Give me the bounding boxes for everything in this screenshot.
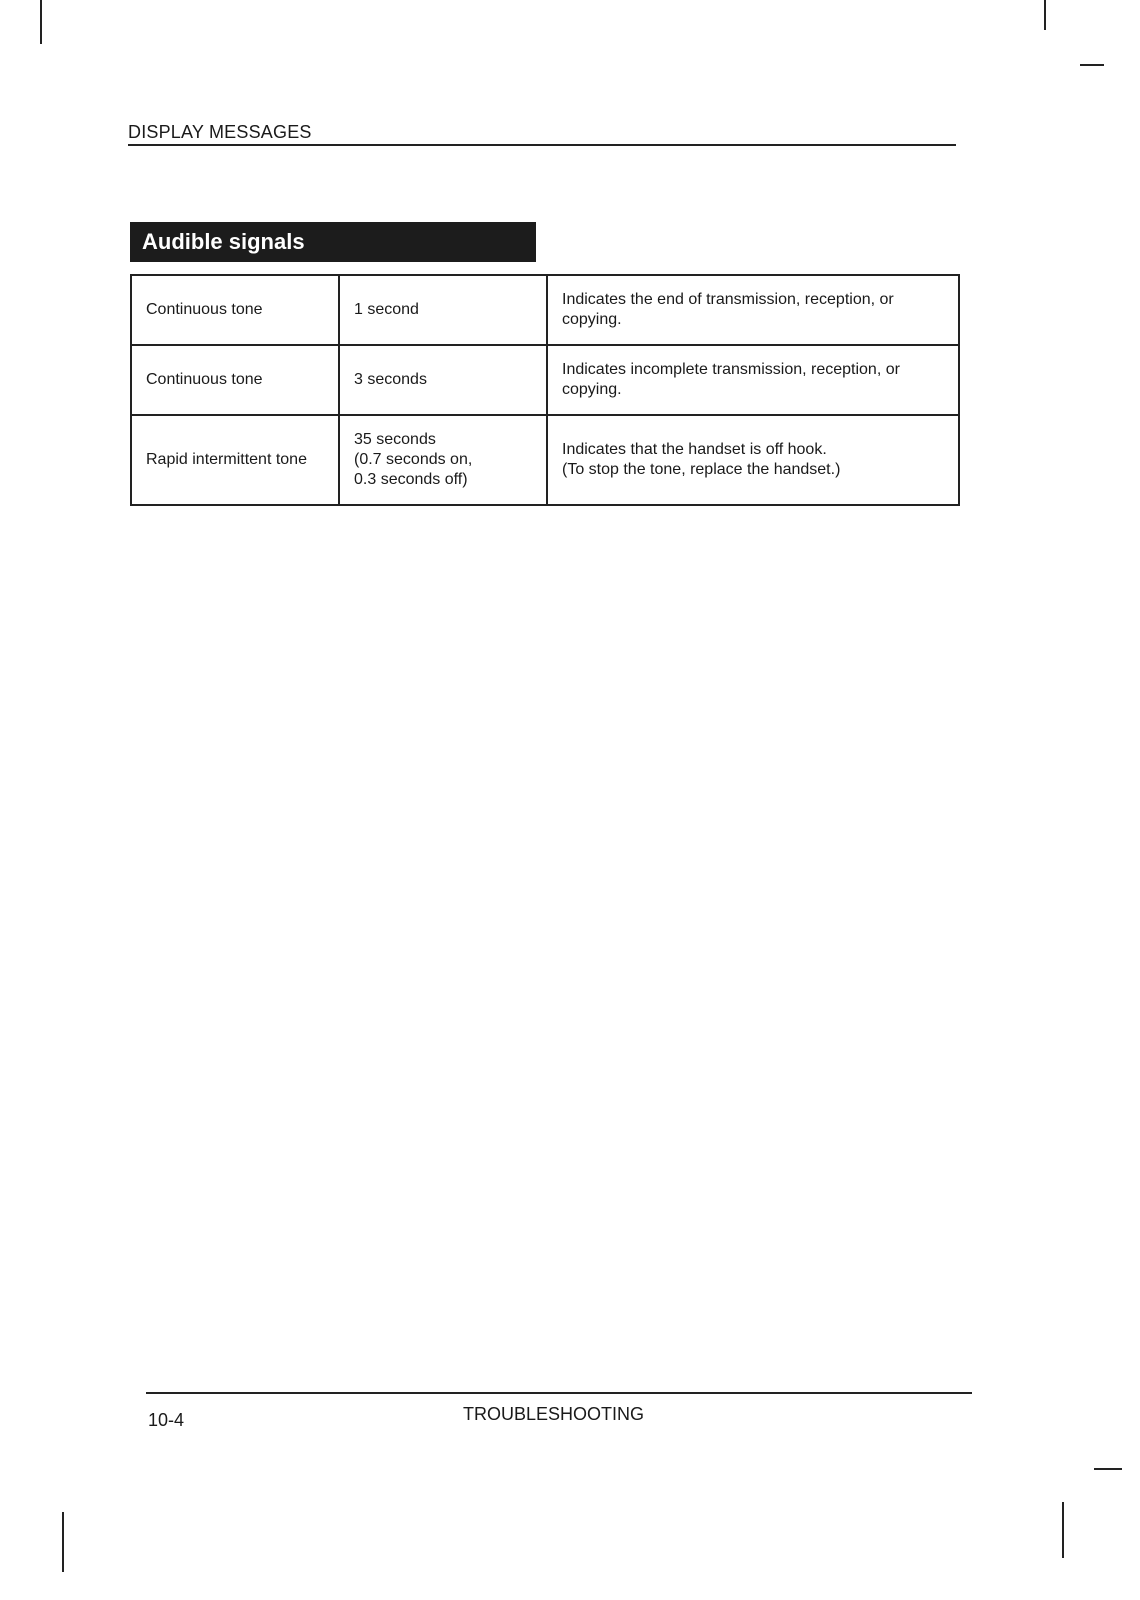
section-header: DISPLAY MESSAGES	[128, 122, 956, 146]
table-row	[131, 275, 959, 345]
meaning-line: copying.	[562, 311, 622, 328]
signal-cell: Continuous tone	[131, 345, 339, 415]
meaning-line: Indicates incomplete transmission, reception, or	[562, 361, 900, 378]
scan-edge-mark	[1080, 64, 1104, 66]
duration-line: (0.7 seconds on,	[354, 451, 473, 468]
signal-cell: Rapid intermittent tone	[131, 415, 339, 505]
duration-cell	[339, 345, 547, 415]
meaning-cell	[547, 345, 959, 415]
scan-edge-mark	[1044, 0, 1046, 30]
scan-edge-mark	[1062, 1502, 1064, 1558]
meaning-line: (To stop the tone, replace the handset.)	[562, 461, 841, 478]
duration-line: 35 seconds	[354, 431, 436, 448]
duration-line: 3 seconds	[354, 371, 427, 388]
page-number: 10-4	[148, 1410, 185, 1430]
meaning-cell	[547, 415, 959, 505]
duration-line: 0.3 seconds off)	[354, 471, 468, 488]
signal-cell: Continuous tone	[131, 275, 339, 345]
duration-cell	[339, 415, 547, 505]
scan-edge-mark	[1094, 1468, 1122, 1470]
meaning-line: copying.	[562, 381, 622, 398]
audible-signals-banner: Audible signals	[130, 222, 536, 262]
meaning-cell	[547, 275, 959, 345]
audible-signals-table	[130, 274, 960, 506]
footer-rule	[146, 1392, 972, 1394]
duration-cell	[339, 275, 547, 345]
table-row	[131, 345, 959, 415]
table-row	[131, 415, 959, 505]
duration-line: 1 second	[354, 301, 419, 318]
meaning-line: Indicates the end of transmission, reception, or	[562, 291, 894, 308]
scan-edge-mark	[62, 1512, 64, 1572]
chapter-title: TROUBLESHOOTING	[463, 1404, 645, 1424]
meaning-line: Indicates that the handset is off hook.	[562, 441, 827, 458]
scan-edge-mark	[40, 0, 42, 44]
